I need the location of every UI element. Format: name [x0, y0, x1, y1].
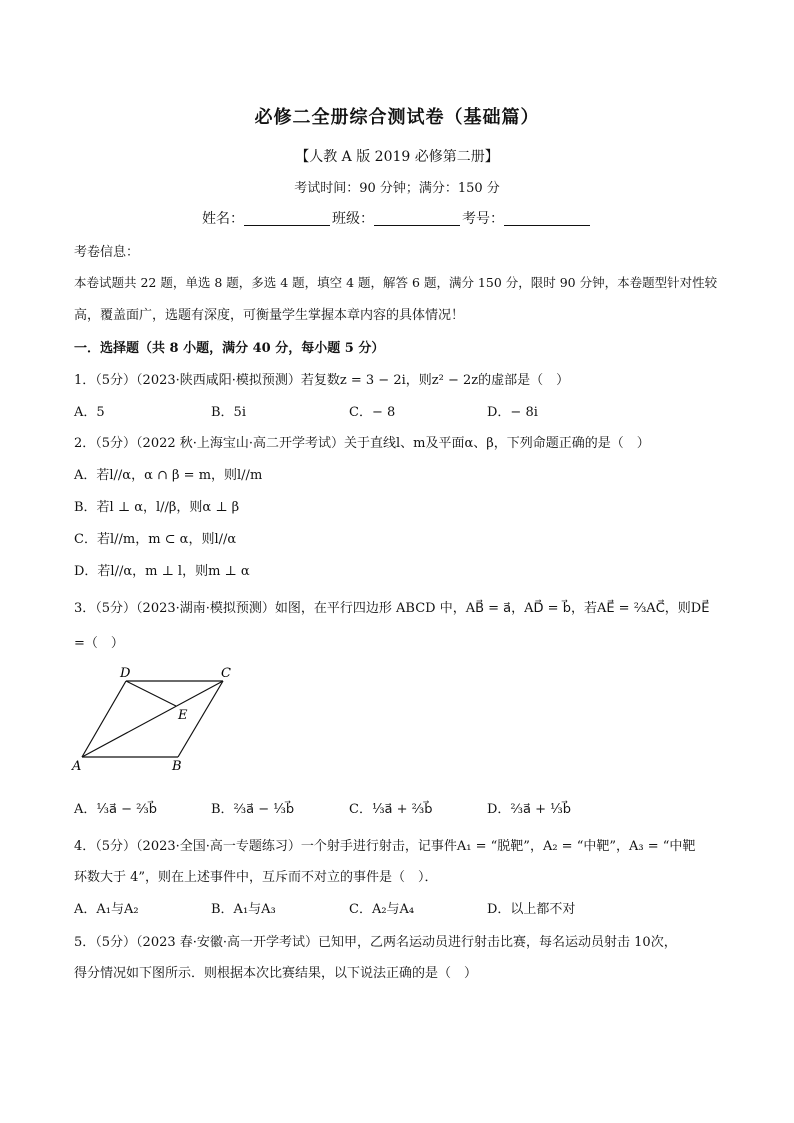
- question-1-option-a: A．5: [74, 405, 105, 420]
- question-1-option-c: C．− 8: [349, 405, 396, 420]
- question-4-option-c: C．A₂与A₄: [349, 902, 415, 917]
- info-line-1: 本卷试题共 22 题，单选 8 题，多选 4 题，填空 4 题，解答 6 题，满分 150 分，限时 90 分钟，本卷题型针对性较: [74, 275, 718, 290]
- vertex-label-b: B: [172, 759, 182, 774]
- question-3-option-c: C．⅓a⃗ + ⅔b⃗: [349, 802, 433, 817]
- question-3-stem-line-1: 3．（5分）（2023·湖南·模拟预测）如图，在平行四边形 ABCD 中，AB⃗ = a⃗，AD⃗ = b⃗，若AE⃗ = ⅔AC⃗，则DE⃗: [74, 601, 710, 616]
- question-2-option-d: D．若l//α，m ⊥ l，则m ⊥ α: [74, 564, 250, 579]
- class-blank: [374, 211, 460, 226]
- point-label-e: E: [178, 708, 188, 723]
- question-2-option-c: C．若l//m，m ⊂ α，则l//α: [74, 532, 237, 547]
- info-heading: 考卷信息：: [74, 245, 140, 260]
- question-4-option-d: D．以上都不对: [487, 902, 576, 917]
- question-4-stem-line-2: 环数大于 4”，则在上述事件中，互斥而不对立的事件是（ ）．: [74, 870, 438, 885]
- number-label: 考号：: [462, 211, 504, 227]
- question-4-stem-line-1: 4．（5分）（2023·全国·高一专题练习）一个射手进行射击，记事件A₁ = “脱靶”，A₂ = “中靶”，A₃ = “中靶: [74, 839, 696, 854]
- page-title: 必修二全册综合测试卷（基础篇）: [254, 107, 540, 128]
- parallelogram-figure: [66, 662, 246, 774]
- info-line-2: 高，覆盖面广，选题有深度，可衡量学生掌握本章内容的具体情况！: [74, 308, 465, 323]
- section-heading: 一．选择题（共 8 小题，满分 40 分，每小题 5 分）: [74, 341, 385, 356]
- class-label: 班级：: [332, 211, 374, 227]
- question-2-option-a: A．若l//α，α ∩ β = m，则l//m: [74, 468, 263, 483]
- vertex-label-a: A: [72, 759, 82, 774]
- question-1-option-b: B．5i: [211, 405, 246, 420]
- question-3-option-b: B．⅔a⃗ − ⅓b⃗: [211, 802, 295, 817]
- question-2-option-b: B．若l ⊥ α，l//β，则α ⊥ β: [74, 500, 240, 515]
- question-5-stem-line-1: 5．（5分）（2023 春·安徽·高一开学考试）已知甲，乙两名运动员进行射击比赛，每名运动员射击 10次，: [74, 935, 677, 950]
- name-blank: [244, 211, 330, 226]
- question-4-option-a: A．A₁与A₂: [74, 902, 139, 917]
- name-label: 姓名：: [202, 211, 244, 227]
- question-5-stem-line-2: 得分情况如下图所示．则根据本次比赛结果，以下说法正确的是（ ）: [74, 966, 478, 981]
- question-3-stem-line-2: =（ ）: [74, 636, 124, 651]
- exam-info: 考试时间：90 分钟；满分：150 分: [294, 181, 500, 196]
- student-fields: [0, 208, 794, 228]
- question-3-option-d: D．⅔a⃗ + ⅓b⃗: [487, 802, 571, 817]
- number-blank: [504, 211, 590, 226]
- question-2-stem: 2．（5分）（2022 秋·上海宝山·高二开学考试）关于直线l、m及平面α、β，下列命题正确的是（ ）: [74, 436, 650, 451]
- question-1-option-d: D．− 8i: [487, 405, 538, 420]
- vertex-label-d: D: [120, 666, 131, 681]
- question-4-option-b: B．A₁与A₃: [211, 902, 276, 917]
- question-3-option-a: A．⅓a⃗ − ⅔b⃗: [74, 802, 157, 817]
- vertex-label-c: C: [221, 666, 231, 681]
- question-1-stem: 1．（5分）（2023·陕西咸阳·模拟预测）若复数z = 3 − 2i，则z² − 2z的虚部是（ ）: [74, 373, 570, 388]
- edition-label: 【人教 A 版 2019 必修第二册】: [295, 149, 499, 165]
